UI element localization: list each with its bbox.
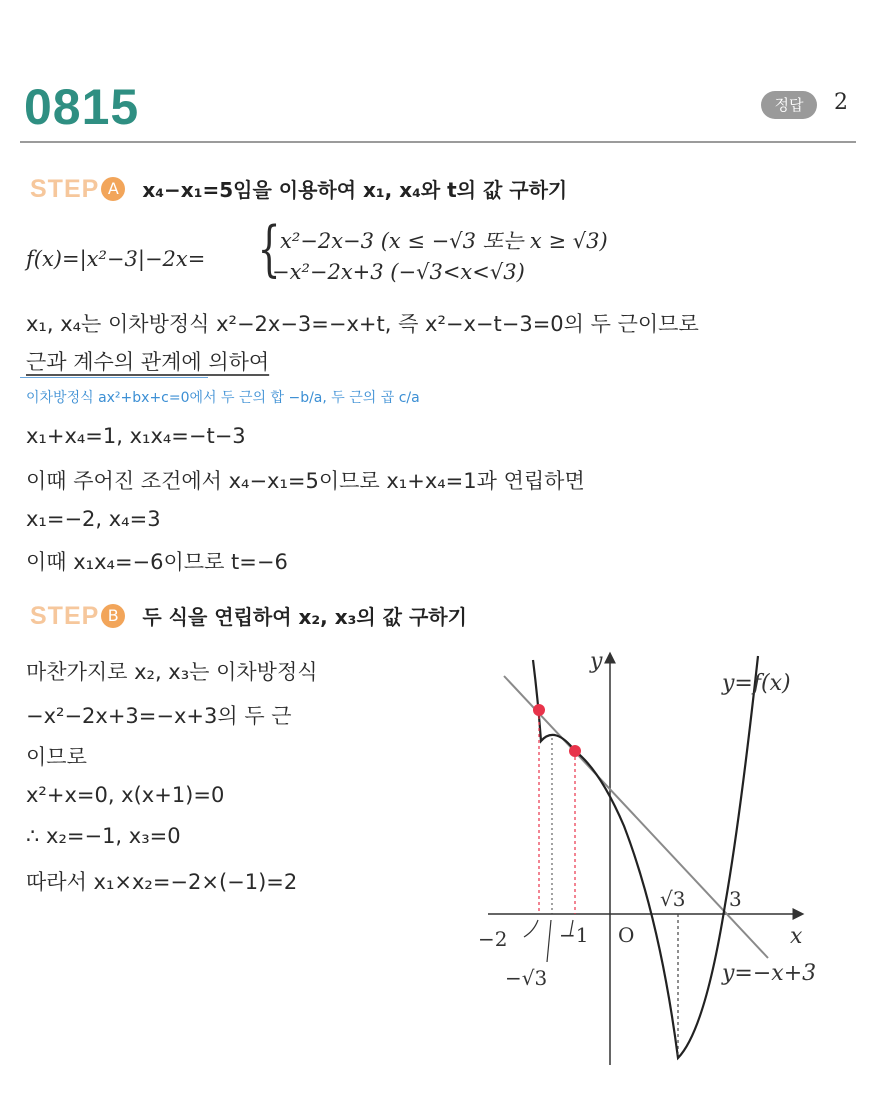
curve-f: [533, 656, 758, 1058]
x-axis-label: x: [790, 924, 803, 949]
tick-label-neg2: −2: [478, 927, 508, 951]
step-a-title: x₄−x₁=5임을 이용하여 x₁, x₄와 t의 값 구하기: [142, 178, 568, 202]
step-a-line-6: 이때 x₁x₄=−6이므로 t=−6: [26, 550, 288, 574]
tick-label-neg-sqrt3: −√3: [505, 966, 548, 990]
step-a-label: STEP: [30, 175, 100, 203]
line-y-neg-x-plus-3: [504, 676, 768, 958]
step-a-letter: A: [101, 177, 125, 201]
pointer-neg-sqrt3: [547, 920, 551, 962]
formula-tip: 이차방정식 ax²+bx+c=0에서 두 근의 합 −b/a, 두 근의 곱 c/a: [26, 390, 420, 406]
curve-label: y=f(x): [722, 671, 791, 696]
intersection-point-x1: [533, 704, 545, 716]
function-definition-lhs: f(x)=|x²−3|−2x=: [26, 247, 206, 271]
step-b-title: 두 식을 연립하여 x₂, x₃의 값 구하기: [142, 605, 467, 629]
tick-label-sqrt3: √3: [660, 887, 686, 911]
step-b-line-3: 이므로: [26, 745, 87, 769]
step-a-line-3: x₁+x₄=1, x₁x₄=−t−3: [26, 424, 246, 448]
step-a-line-1: x₁, x₄는 이차방정식 x²−2x−3=−x+t, 즉 x²−x−t−3=0의 두 근이므로: [26, 312, 699, 336]
piecewise-case-2: −x²−2x+3 (−√3<x<√3): [272, 260, 525, 284]
intersection-point-x2: [569, 745, 581, 757]
answer-badge: 정답: [761, 91, 817, 119]
piecewise-case-1: x²−2x−3 (x ≤ −√3 또는 x ≥ √3): [280, 229, 608, 253]
line-label: y=−x+3: [722, 961, 817, 986]
answer-value: 2: [834, 90, 848, 115]
piecewise-brace: {: [257, 214, 281, 284]
step-b-line-2: −x²−2x+3=−x+3의 두 근: [26, 704, 292, 728]
origin-label: O: [618, 923, 635, 947]
tick-label-neg1: −1: [559, 923, 589, 947]
step-b-line-1: 마찬가지로 x₂, x₃는 이차방정식: [26, 660, 318, 684]
problem-number: 0815: [24, 79, 140, 135]
tick-label-3: 3: [729, 887, 742, 911]
y-axis-label: y: [590, 649, 603, 674]
step-b-letter: B: [101, 604, 125, 628]
step-a-line-2: 근과 계수의 관계에 의하여: [26, 350, 270, 374]
step-b-line-6: 따라서 x₁×x₂=−2×(−1)=2: [26, 870, 298, 894]
pointer-neg2: [524, 920, 538, 937]
step-b-line-5: ∴ x₂=−1, x₃=0: [26, 824, 181, 848]
step-b-label: STEP: [30, 602, 100, 630]
step-a-line-5: x₁=−2, x₄=3: [26, 507, 161, 531]
step-a-line-4: 이때 주어진 조건에서 x₄−x₁=5이므로 x₁+x₄=1과 연립하면: [26, 469, 585, 493]
step-b-line-4: x²+x=0, x(x+1)=0: [26, 783, 225, 807]
